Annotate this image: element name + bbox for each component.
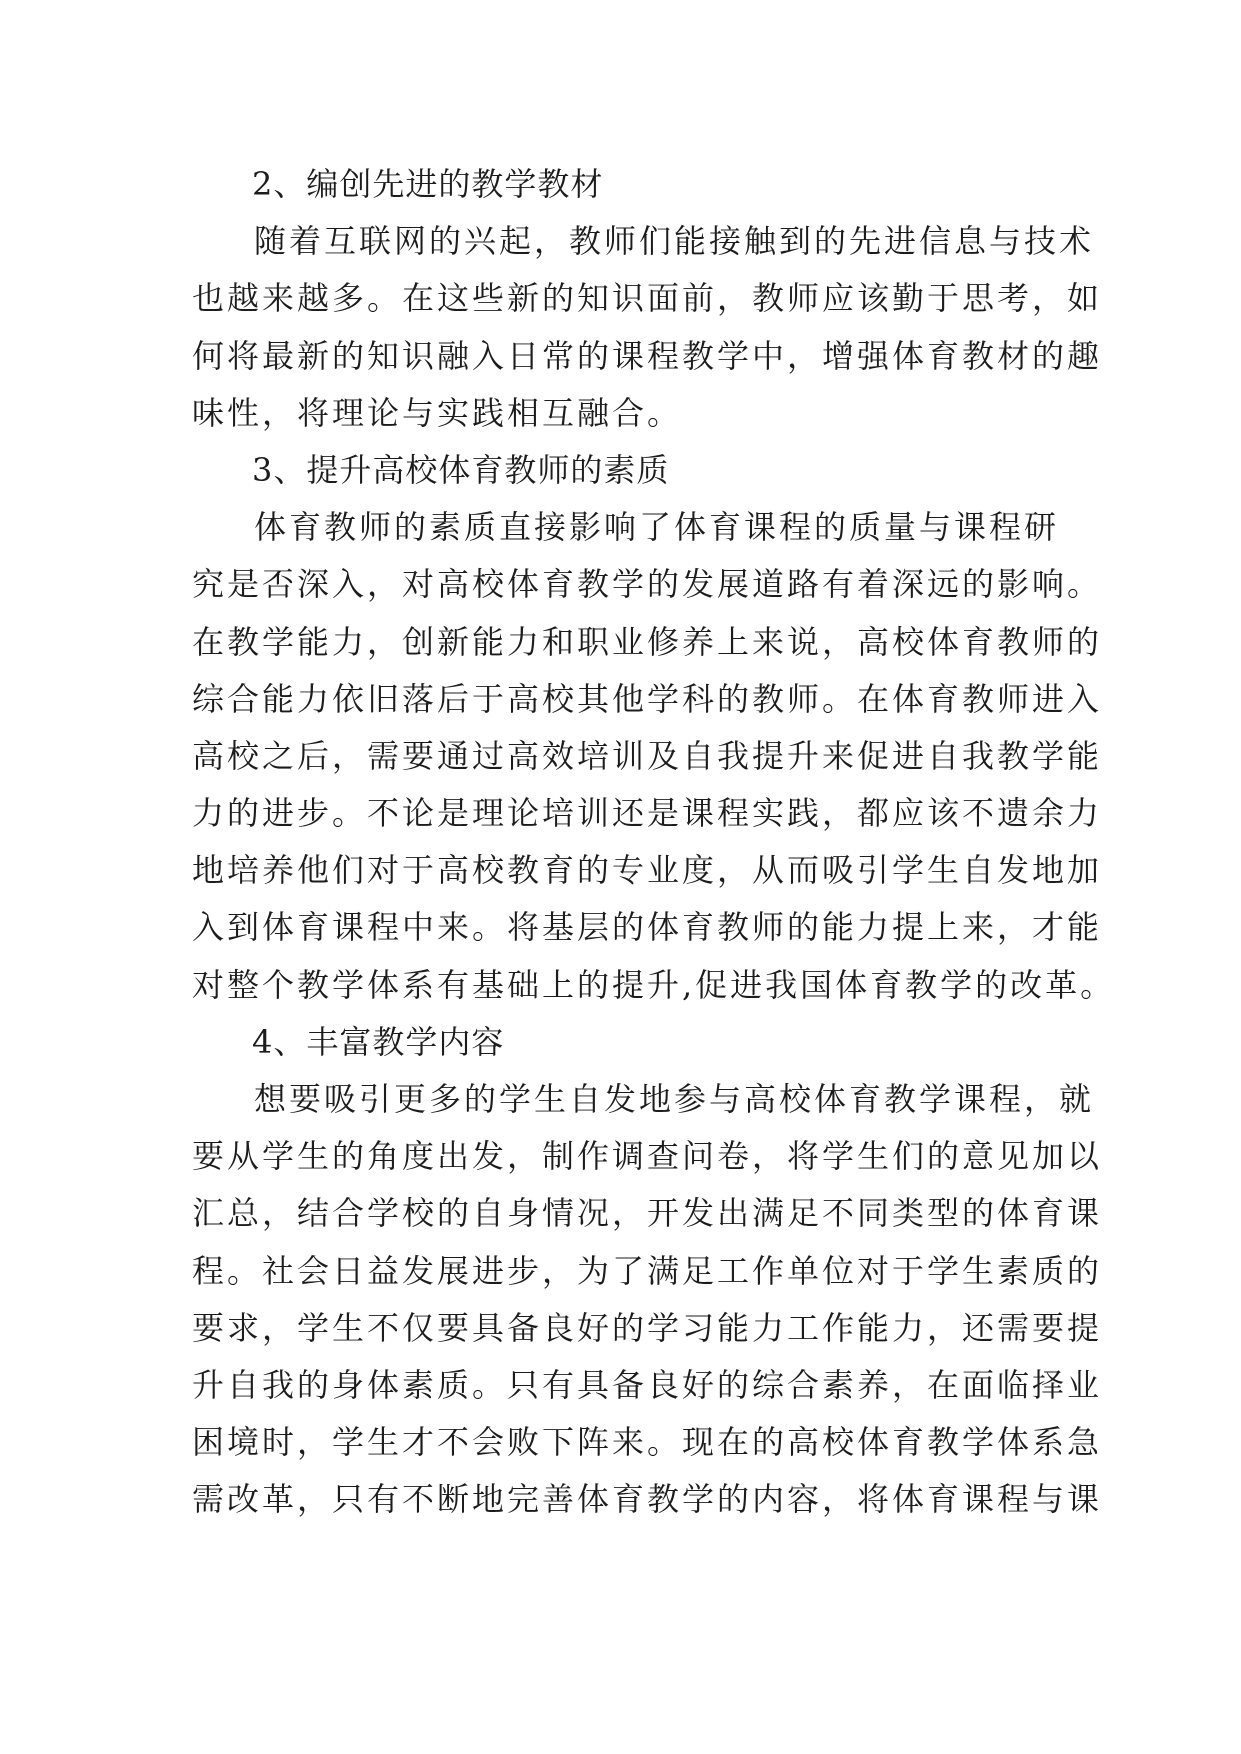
paragraph-line: 困境时，学生才不会败下阵来。现在的高校体育教学体系急 — [192, 1423, 1103, 1462]
paragraph-first-line: 体育教师的素质直接影响了体育课程的质量与课程研 — [254, 508, 1060, 547]
document-body — [192, 156, 1116, 1529]
paragraph-first-line: 想要吸引更多的学生自发地参与高校体育教学课程，就 — [254, 1080, 1095, 1118]
paragraph-line: 也越来越多。在这些新的知识面前，教师应该勤于思考，如 — [192, 279, 1103, 318]
paragraph-line: 对整个教学体系有基础上的提升,促进我国体育教学的改革。 — [192, 965, 1116, 1004]
paragraph-line: 综合能力依旧落后于高校其他学科的教师。在体育教师进入 — [192, 679, 1103, 718]
paragraph-line: 升自我的身体素质。只有具备良好的综合素养，在面临择业 — [192, 1365, 1103, 1404]
paragraph-first-line: 随着互联网的兴起，教师们能接触到的先进信息与技术 — [254, 222, 1095, 261]
paragraph-line: 汇总，结合学校的自身情况，开发出满足不同类型的体育课 — [192, 1194, 1103, 1233]
section-heading-3: 3、提升高校体育教师的素质 — [252, 450, 670, 489]
section-heading-4: 4、丰富教学内容 — [252, 1022, 505, 1061]
paragraph-line: 在教学能力，创新能力和职业修养上来说，高校体育教师的 — [192, 622, 1103, 661]
paragraph-line: 程。社会日益发展进步，为了满足工作单位对于学生素质的 — [192, 1251, 1103, 1290]
paragraph-line: 地培养他们对于高校教育的专业度，从而吸引学生自发地加 — [192, 851, 1103, 890]
paragraph-line: 要求，学生不仅要具备良好的学习能力工作能力，还需要提 — [192, 1308, 1103, 1347]
paragraph-line: 何将最新的知识融入日常的课程教学中，增强体育教材的趣 — [192, 336, 1103, 375]
paragraph-line: 需改革，只有不断地完善体育教学的内容，将体育课程与课 — [192, 1480, 1103, 1519]
paragraph-line: 力的进步。不论是理论培训还是课程实践，都应该不遗余力 — [192, 794, 1103, 833]
paragraph-line: 味性，将理论与实践相互融合。 — [192, 393, 683, 432]
paragraph-line: 究是否深入，对高校体育教学的发展道路有着深远的影响。 — [192, 565, 1103, 604]
paragraph-line: 高校之后，需要通过高效培训及自我提升来促进自我教学能 — [192, 736, 1103, 775]
paragraph-line: 入到体育课程中来。将基层的体育教师的能力提上来，才能 — [192, 908, 1103, 947]
section-heading-2: 2、编创先进的教学教材 — [252, 165, 604, 203]
paragraph-line: 要从学生的角度出发，制作调查问卷，将学生们的意见加以 — [192, 1137, 1103, 1176]
